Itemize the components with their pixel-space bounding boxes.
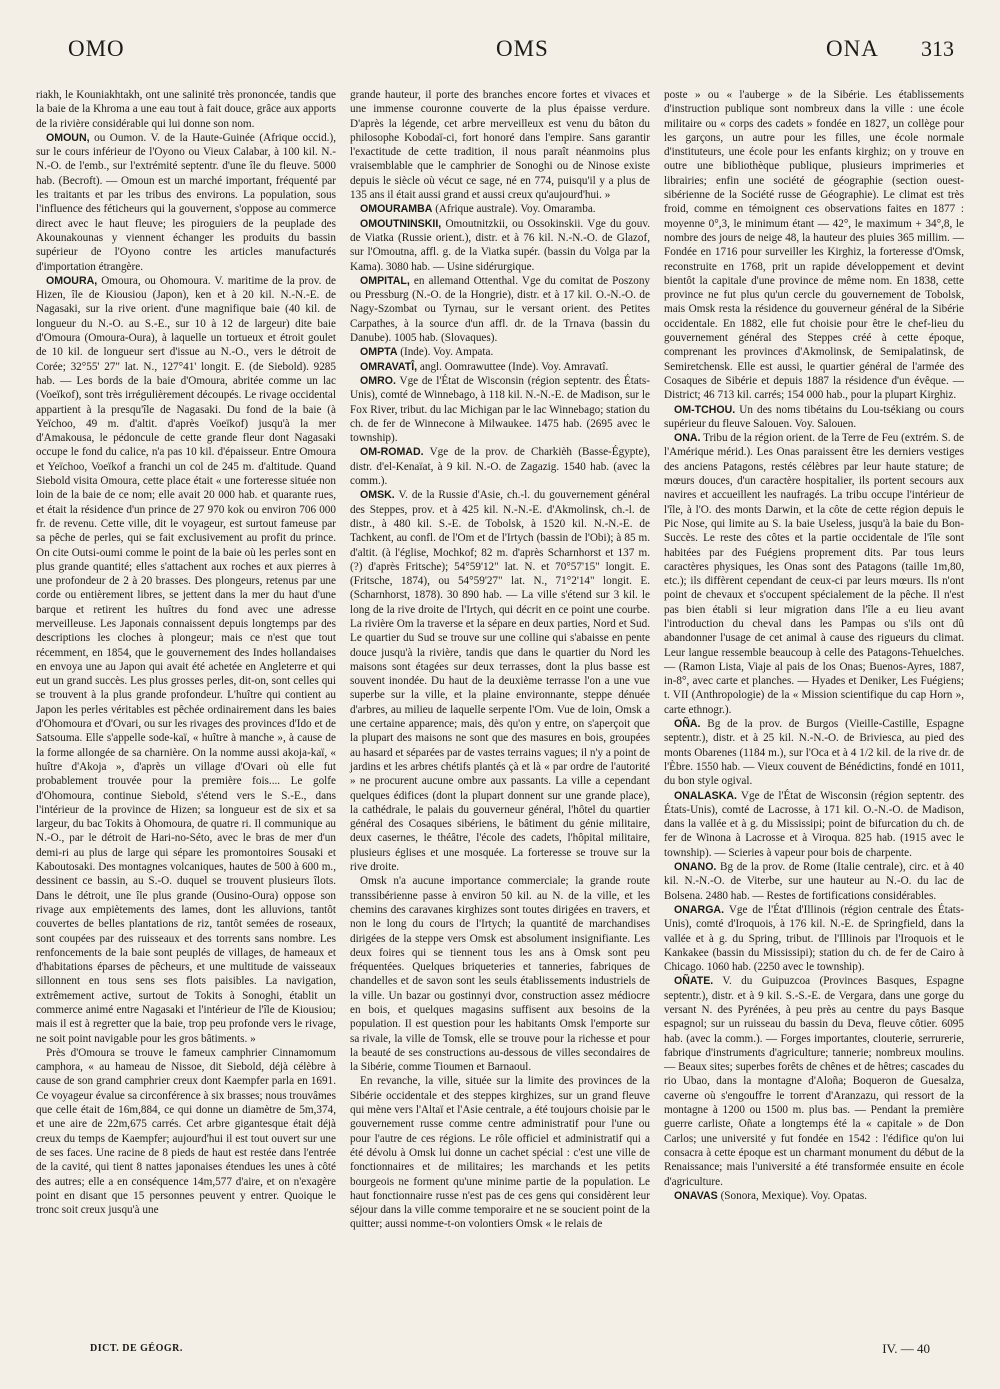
entry-text: grande hauteur, il porte des branches encore fortes et vivaces et une immense couronne couverte de la plus épaisse verdure. D'après la légende, cet arbre merveilleux est venu du bâton du philosophe Kobodaï-ci, fort honoré dans l'empire. Sans garantir l'exactitude de cette tradition, il nous paraît néanmoins plus vraisemblable que le camphrier de Sonoghi ou de Ninose existe depuis le siècle où vécut ce sage, né en 774, puisqu'il y a plus de 135 ans il était aussi grand et aussi creux qu'aujourd'hui. » xyxy=(350,89,650,202)
dictionary-entry xyxy=(664,431,964,717)
entry-headword: ONARGA. xyxy=(674,903,725,916)
entry-text: Vge de l'État de Wisconsin (région septentr. des États-Unis), comté de Winnebago, à 118 kil. N.-N.-E. de Madison, sur le Fox River, tribut. du lac Michigan par le lac Winnebago; station du ch. de fer de Winnecone à Milwaukee. 1475 hab. (2695 avec le township). xyxy=(350,374,650,445)
header-left-guide-word: OMO xyxy=(68,36,125,61)
dictionary-entry xyxy=(664,717,964,788)
footer-volume-sheet: IV. — 40 xyxy=(882,1341,930,1356)
entry-headword: ONALASKA. xyxy=(674,789,737,802)
entry-text: Vge de la prov. de Charkièh (Basse-Égypte), distr. d'el-Kenaïat, à 9 kil. N.-O. de Zagazig. 1540 hab. (avec la comm.). xyxy=(350,446,650,488)
entry-text: Près d'Omoura se trouve le fameux camphrier Cinnamomum camphora, « au hameau de Nissoe, dit Siebold, déjà célèbre à cause de son grand camphrier creux dont Kaempfer parla en 1691. Ce voyageur évalue sa circonférence à six brasses; nous trouvâmes que celle était de 16m,884, ce qui donne un diamètre de 5m,374, et une aire de 22m,675 carrés. Cet arbre gigantesque était déjà creux du temps de Kaempfer; aujourd'hui il est tout ouvert sur une de ses faces. Une racine de 8 pieds de haut est restée dans l'entrée de la cavité, qui tient 8 nattes japonaises étendues les unes à côté des autres; elle a en conséquence 14m,577 d'aire, et on n'exagère point en disant que 15 personnes peuvent y entrer. Quoique le tronc soit creux jusqu'à une xyxy=(36,1046,336,1217)
dictionary-entry xyxy=(664,1189,964,1203)
entry-headword: ONANO. xyxy=(674,861,717,874)
header-center-guide-word: OMS xyxy=(496,36,549,61)
dictionary-entry xyxy=(664,789,964,860)
entry-headword: ONAVAS xyxy=(674,1189,718,1202)
entry-headword: OMPITAL, xyxy=(360,274,410,287)
entry-text: Tribu de la région orient. de la Terre de Feu (extrém. S. de l'Amérique mérid.). Les Onas paraissent être les derniers vestiges des anciens Patagons, restés célèbres par leur haute stature; de mœurs douces, d'un caractère hospitalier, ils portent secours aux navires et accueillent les naufragés. La tribu occupe l'intérieur de l'île, à l'O. des monts Darwin, et la côte de cette région depuis le Pic Nose, qui limite au S. la baie Useless, jusqu'à la baie du Bon-Succès. Le reste des côtes et la partie occidentale de l'île sont habitées par des Fuégiens proprement dits. Par tous leurs caractères physiques, les Onas sont des Patagons (taille 1m,80, etc.); ils diffèrent cependant de ceux-ci par leurs mœurs. Ils n'ont point de chevaux et s'occupent spécialement de la pêche. Il n'est pas bien établi si leur migration dans l'île a eu lieu avant l'introduction du cheval dans les Pampas ou s'ils ont dû abandonner l'usage de cet animal à cause des rigueurs du climat. Leur langue ressemble beaucoup à celle des Patagons-Tehuelches. — (Ramon Lista, Viaje al pais de los Onas; Buenos-Ayres, 1887, in-8°, avec carte et planches. — Hyades et Deniker, Les Fuégiens; t. VII (Anthropologie) de la « Mission scientifique du cap Horn », carte ethnogr.). xyxy=(664,432,964,716)
dictionary-entry xyxy=(350,202,650,216)
entry-text: (Inde). Voy. Ampata. xyxy=(400,346,494,359)
page-footer xyxy=(90,1341,930,1361)
entry-headword: OMOURAMBA xyxy=(360,203,433,216)
dictionary-entry xyxy=(350,217,650,274)
dictionary-entry xyxy=(36,274,336,1046)
dictionary-entry xyxy=(36,88,336,131)
column-middle xyxy=(350,88,650,1232)
entry-headword: OMOUN, xyxy=(46,131,90,144)
entry-text: V. du Guipuzcoa (Provinces Basques, Espagne septentr.), distr. et à 9 kil. S.-S.-E. de Vergara, dans une gorge du versant N. des Pyrénées, à peu près au centre du pays Basque espagnol; sur un ruisseau du bassin du Deva, fleuve côtier. 6095 hab. (avec la comm.). — Forges importantes, clouterie, serrurerie, fabrique d'instruments d'agriculture; tannerie; nombreux moulins. — Beaux sites; superbes forêts de chênes et de hêtres; cascades du rio Ubao, dans la montagne d'Aloña; Boqueron de Guesalza, caverne où s'engouffre le torrent d'Aranzazu, qui ressort de la montagne à 1200 ou 1500 m. plus bas. — Pendant la première guerre carliste, Oñate a longtemps été la « capitale » de Don Carlos; une université y fut fondée en 1542 : l'édifice qu'on lui consacra à cette époque est un charmant monument du début de la Renaissance; mais l'université a été transformée ensuite en école d'agriculture. xyxy=(664,975,964,1188)
entry-text: Un des noms tibétains du Lou-tsékiang ou cours supérieur du fleuve Salouen. Voy. Salouen. xyxy=(664,403,965,430)
entry-headword: OMRO. xyxy=(360,374,396,387)
running-header xyxy=(36,30,964,62)
entry-text: ou Oumon. V. de la Haute-Guinée (Afrique occid.), sur le cours inférieur de l'Oyono ou Vieux Calabar, à 100 kil. N.-N.-O. de l'emb., sur l'extrémité septentr. d'une île du fleuve. 5000 hab. (Becroft). — Omoun est un marché important, fréquenté par les traitants et par les tribus des environs. La population, sous l'influence des féticheurs qui la gouvernent, s'oppose au commerce direct avec le haut fleuve; les piroguiers de la peuplade des Akounakounas y viennent échanger les produits du bassin supérieur de l'Oyono contre les articles manufacturés d'importation étrangère. xyxy=(36,131,337,273)
header-right-guide-word: ONA xyxy=(826,36,879,61)
entry-text: (Afrique australe). Voy. Omaramba. xyxy=(435,203,596,216)
dictionary-entry xyxy=(350,874,650,1074)
dictionary-entry xyxy=(350,488,650,874)
entry-text: riakh, le Kouniakhtakh, ont une salinité très prononcée, tandis que la baie de la Khroma a une eau tout à fait douce, grâce aux apports de la rivière considérable qui lui donne son nom. xyxy=(36,89,336,130)
entry-text: Vge de l'État de Wisconsin (région septentr. des États-Unis), comté de Lacrosse, à 171 kil. O.-N.-O. de Madison, dans la vallée et à g. du Mississipi; point de bifurcation du ch. de fer de Winona à Lacrosse et à Viroqua. 825 hab. (1915 avec le township). — Scieries à vapeur pour bois de charpente. xyxy=(664,789,964,859)
dictionary-entry xyxy=(350,1074,650,1231)
dictionary-entry xyxy=(350,360,650,374)
column-right xyxy=(664,88,964,1232)
entry-text: Vge de l'État d'Illinois (région centrale des États-Unis), comté d'Iroquois, à 176 kil. N.-E. de Springfield, dans la vallée et à g. du Spring, tribut. de l'Illinois par l'Iroquois et le Kankakee (bassin du Mississipi); station du ch. de fer de Cairo à Chicago. 1060 hab. (2250 avec le township). xyxy=(664,903,964,974)
dictionary-entry xyxy=(664,974,964,1188)
entry-text: Omsk n'a aucune importance commerciale; la grande route transsibérienne passe à environ 50 kil. au N. de la ville, et les chemins des caravanes kirghizes sont toutes dirigées en travers, et non le long du cours de l'Irtych; la quantité de marchandises dirigées de la steppe vers Omsk est absolument insignifiante. Les deux foires qui se tiennent tous les ans à Omsk sont peu fréquentées. Quelques briqueteries et tanneries, fabriques de chandelles et de savon sont les seuls établissements industriels de la ville. Un bazar ou gostinnyi dvor, construction assez médiocre en bois, et quelques magasins suffisent aux besoins de la population. Il est question pour les habitants Omsk l'emporte sur sa rivale, la ville de Tomsk, elle se trouve pour la richesse et pour la beauté de ses constructions au-dessous de villes secondaires de la Sibérie, comme Tioumen et Barnaoul. xyxy=(350,875,650,1074)
entry-headword: ONA. xyxy=(674,432,701,445)
column-left xyxy=(36,88,336,1232)
footer-signature: DICT. DE GÉOGR. xyxy=(90,1343,183,1354)
entry-text: V. de la Russie d'Asie, ch.-l. du gouvernement général des Steppes, prov. et à 425 kil. N.-N.-E. d'Akmolinsk, ch.-l. de distr., à 480 kil. S.-E. de Tobolsk, à 1520 kil. N.-N.-E. de Tachkent, au confl. de l'Om et de l'Irtych (bassin de l'Obi); à 85 m. d'altit. (à l'église, Mochkof; 82 m. d'après Scharnhorst et 137 m. (?) d'après Fritsche); 54°59'12" lat. N. et 70°57'15" longit. E. (Fritsche, 1874), ou 54°59'27" lat. N., 71°2'14" longit. E. (Scharnhorst, 1878). 30 890 hab. — La ville s'étend sur 3 kil. le long de la rive droite de l'Irtych, qui décrit en ce point une courbe. La rivière Om la traverse et la sépare en deux parties, Nord et Sud. Le quartier du Sud se trouve sur une colline qui s'abaisse en pente douce jusqu'à la rivière, tandis que dans le quartier du Nord les maisons sont étagées sur deux terrasses, dont la plus basse est souvent inondée. Du haut de la deuxième terrasse l'on a une vue superbe sur la ville, et la plaine environnante, steppe dénuée d'arbres, au milieu de laquelle serpente l'Om. Vue de loin, Omsk a une certaine apparence; mais, dès qu'on y entre, on s'aperçoit que la plupart des maisons ne sont que des masures en bois, groupées au hasard et séparées par de vastes terrains vagues; il n'y a point de jardins et les arbres chétifs plantés çà et là « par ordre de l'autorité » ne procurent aucune ombre aux passants. La ville a cependant quelques édifices (dont la plupart donnent sur une grande place), la cathédrale, le palais du gouverneur général, l'hôtel du quartier général des Cosaques sibériens, le bâtiment du génie militaire, deux casernes, le théâtre, l'école des cadets, l'hôpital militaire, plusieurs églises et une mosquée. La forteresse se trouve sur la rive droite. xyxy=(350,489,650,874)
dictionary-entry xyxy=(664,88,964,403)
entry-headword: OMRAVATÎ, xyxy=(360,360,418,373)
entry-text: Omoura, ou Ohomoura. V. maritime de la prov. de Hizen, île de Kiousiou (Japon), ken et à 20 kil. N.-N.-E. de Nagasaki, sur la rive orient. d'une magnifique baie (40 kil. de longueur du N.-O. au S.-E., sur 10 à 12 de largeur) dite baie d'Omoura (Omoura-Oura), à laquelle un tortueux et étroit goulet de 10 kil. de longueur sert d'issue au N.-O., vers le détroit de Corée; 32°55' 27" lat. N., 127°41' longit. E. (de Siebold). 9285 hab. — Les bords de la baie d'Omoura, abritée comme un lac (Voeïkof), sont très irrégulièrement découpés. Le rivage occidental appartient à la presqu'île de Nagasaki. Du fond de la baie (à Yeïchoo, 49 m. d'altit. d'après Voeïkof) jusqu'à la mer d'Amakousa, le pédoncule de cette grande fleur dont Nagasaki occupe le fond du calice, n'a pas 10 kil. d'épaisseur. Entre Omoura et Yeïchoo, Voeïkof a franchi un col de 245 m. d'altitude. Quand Siebold visita Omoura, cette place était « une forteresse située non loin de la baie de ce nom; elle avait 20 000 hab. et quarante rues, et était la résidence d'un prince de 27 970 kok ou environ 706 000 fr. de revenu. Cette ville, dit le voyageur, est surtout fameuse par sa pêche de perles, qui se fait exclusivement au profit du prince. On cite Outsi-oumi comme le point de la baie où les perles sont en plus grande quantité; elles s'attachent aux roches et aux pierres à une profondeur de 2 à 20 brasses. Des plongeurs, retenus par une corde ou entièrement libres, se jettent dans la mer du haut d'une barque et retirent les huîtres du fond avec une adresse merveilleuse. Les Japonais connaissent depuis longtemps par des descriptions les cloches à plongeur; mais ce n'est que tout récemment, en 1854, que le gouvernement des Indes hollandaises en envoya une au Japon qui avait été achetée en Angleterre et qui eut un grand succès. Les plus grosses perles, dit-on, sont celles qui se trouvent à la plus grande profondeur. L'huître qui contient au Japon les perles véritables est pêchée ordinairement dans les baies d'Ohomoura et d'Ovari, ou sur les rivages des provinces d'Ido et de Satsouma. Elle s'appelle sode-kaï, « huître à manche », à cause de la forme allongée de sa charnière. On la nomme aussi akoja-kaï, « huître d'Akoja », d'après un village d'Ovari où elle fut probablement trouvée pour la première fois.... Le golfe d'Ohomoura, continue Siebold, s'étend vers le S.-E., dans l'intérieur de la province de Hizen; sa longueur est de six et sa largeur, du bac Tokits à Ohomoura, de quatre ri. Il communique au N.-O., par le détroit de Hari-no-Séto, avec le bras de mer d'un demi-ri au plus de large qui sépare les promontoires Sousaki et Kaboutosaki. Des montagnes volcaniques, hautes de 500 à 600 m., dessinent ce bassin, au S.-O. duquel se trouvent plusieurs îlots. Dans le détroit, une île plus grande (Ousino-Oura) oppose son rivage aux empiètements des lames, dont les alluvions, tantôt couvertes de belles plantations de riz, tantôt semées de roseaux, sont coupées par des ruisseaux et des torrents sans nombre. Les renfoncements de la baie sont peuplés de villages, de hameaux et d'habitations éparses de pêcheurs, et une multitude de vaisseaux sillonnent en tous sens ses flots paisibles. La navigation, extrêmement active, surtout de Tokits à Sonoghi, établit un commerce animé entre Nagasaki et l'intérieur de l'île de Kiousiou; mais il est à regretter que la baie, trop peu profonde vers le rivage, ne soit point navigable pour les gros bâtiments. » xyxy=(36,274,336,1045)
entry-headword: OÑA. xyxy=(674,718,701,731)
dictionary-entry xyxy=(664,403,964,432)
dictionary-entry xyxy=(36,131,336,274)
entry-text: angl. Oomrawuttee (Inde). Voy. Amravatî. xyxy=(419,360,609,373)
entry-text: Bg de la prov. de Rome (Italie centrale), circ. et à 40 kil. N.-N.-O. de Viterbe, sur une hauteur au N.-O. du lac de Bolsena. 2480 hab. — Restes de fortifications considérables. xyxy=(664,861,964,902)
entry-headword: OM-ROMAD. xyxy=(360,446,424,459)
entry-headword: OMSK. xyxy=(360,489,395,502)
dictionary-entry xyxy=(664,903,964,974)
dictionary-entry xyxy=(350,374,650,445)
entry-headword: OM-TCHOU. xyxy=(674,403,736,416)
page-number: 313 xyxy=(921,36,954,61)
entry-headword: OMOURA, xyxy=(46,274,98,287)
dictionary-entry xyxy=(664,860,964,903)
dictionary-entry xyxy=(350,88,650,202)
entry-headword: OMPTA xyxy=(360,346,398,359)
entry-text: poste » ou « l'auberge » de la Sibérie. Les établissements d'instruction publique sont nombreux dans la ville : une école militaire ou « corps des cadets » fondée en 1827, un collège pour les garçons, un autre pour les filles, une école normale d'instituteurs, une école pour les enfants kirghiz; on y trouve en outre une bibliothèque publique, plusieurs imprimeries et librairies; enfin une société de géographie (section ouest-sibérienne de la Société russe de Géographie). Le climat est très froid, comme en témoignent ces observations faites en 1877 : moyenne 0°,3, le minimum étant — 42°, le maximum + 34°,8, le nombre des jours de neige 48, la hauteur des pluies 365 millim. — Fondée en 1716 pour surveiller les Kirghiz, la forteresse d'Omsk, reconstruite en 1768, prit un rapide développement et devint bientôt la capitale d'une province de même nom. En 1838, cette province ne fut plus qu'un cercle du gouvernement de Tobolsk, mais Omsk resta la résidence du gouverneur général de la Sibérie occidentale. En 1882, elle fut choisie pour être le chef-lieu du gouvernement général des Steppes créé à cette époque, comprenant les provinces d'Akmolinsk, de Semipalatinsk, de Semiretchensk. Elle est aussi, le quartier général de l'armée des Cosaques de Sibérie et depuis 1887 la résidence d'un évêque. — District; 46 713 kil. carrés; 154 000 hab., pour la plupart Kirghiz. xyxy=(664,89,964,402)
text-columns xyxy=(36,88,964,1232)
dictionary-entry xyxy=(350,274,650,345)
dictionary-entry xyxy=(36,1046,336,1218)
entry-text: en allemand Ottenthal. Vge du comitat de Poszony ou Pressburg (N.-O. de la Hongrie), distr. et à 17 kil. O.-N.-O. de Nagy-Szombat ou Tyrnau, sur le versant orient. des Petites Carpathes, à la source d'un affl. dr. de la Trnava (bassin du Danube). 1005 hab. (Slovaques). xyxy=(350,274,651,345)
entry-text: Bg de la prov. de Burgos (Vieille-Castille, Espagne septentr.), distr. et à 25 kil. N.-N.-O. de Briviesca, au pied des monts Obarenes (1184 m.), sur l'Oca et à 4 1/2 kil. de la rive dr. de l'Èbre. 1550 hab. — Vieux couvent de Bénédictins, fondé en 1011, du bon style ogival. xyxy=(664,718,964,788)
dictionary-entry xyxy=(350,445,650,488)
dictionary-entry xyxy=(350,345,650,359)
entry-text: (Sonora, Mexique). Voy. Opatas. xyxy=(720,1189,868,1202)
entry-headword: OMOUTNINSKII, xyxy=(360,217,442,230)
entry-text: En revanche, la ville, située sur la limite des provinces de la Sibérie occidentale et des steppes kirghizes, sur un grand fleuve qui mène vers l'Altaï et l'Asie centrale, a été toujours choisie par le gouvernement russe comme centre administratif pour l'une ou pour l'autre de ces régions. Le rôle officiel et administratif qui a été dévolu à Omsk lui donne un cachet spécial : c'est une ville de fonctionnaires et de militaires; les marchands et les petits bourgeois ne forment qu'une minime partie de la population. Le haut fonctionnaire russe n'est pas de ces gens qui considèrent leur séjour dans la ville comme temporaire et ne se soucient point de la quitter; aussi nomme-t-on volontiers Omsk « le relais de xyxy=(350,1075,650,1231)
entry-headword: OÑATE. xyxy=(674,975,714,988)
entry-text: Omoutnitzkii, ou Ossokinskii. Vge du gouv. de Viatka (Russie orient.), distr. et à 76 kil. N.-N.-O. de Glazof, sur l'Omoutna, affl. g. de la Viatka supér. (bassin du Volga par la Kama). 3080 hab. — Usine sidérurgique. xyxy=(350,217,651,273)
